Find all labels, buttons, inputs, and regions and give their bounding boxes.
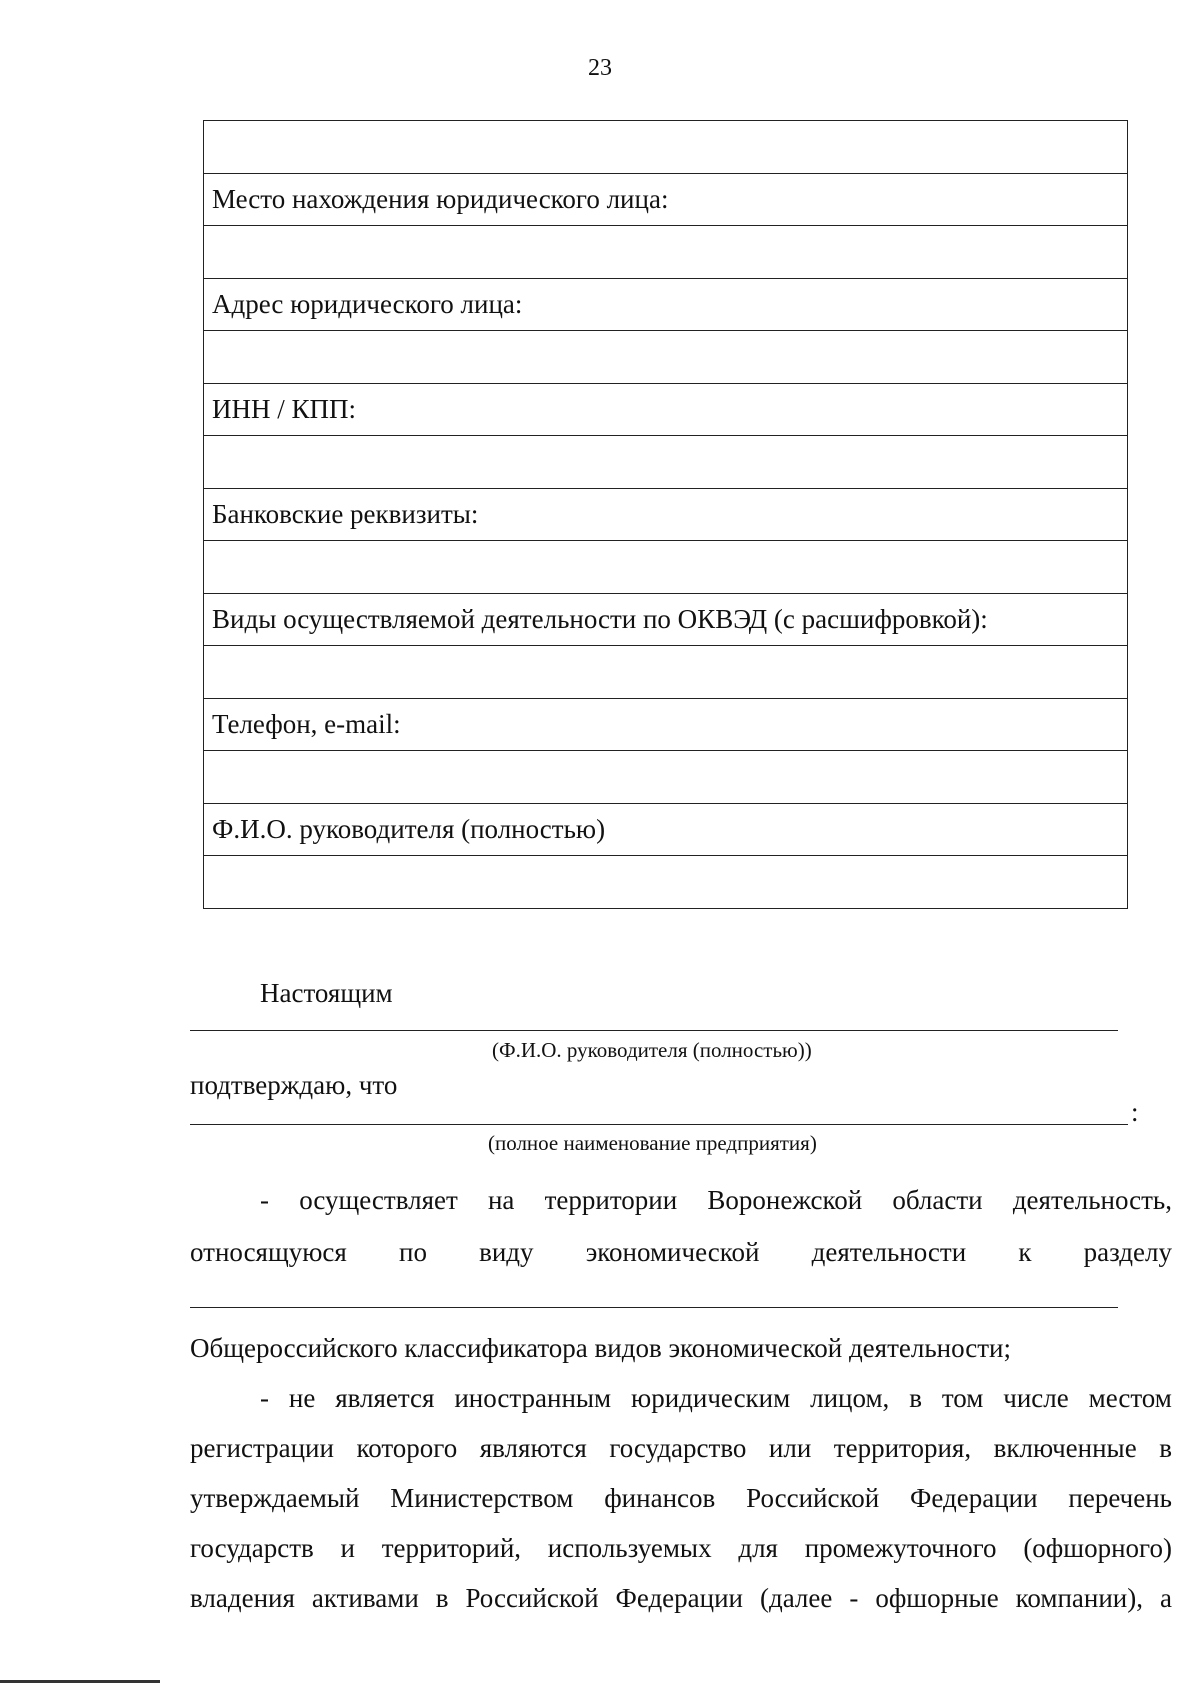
form-blank-row: [204, 856, 1128, 909]
form-label-row: [204, 489, 1128, 541]
word: являются: [479, 1433, 587, 1463]
paragraph-2-line-1: [260, 1383, 1172, 1414]
word: (далее: [759, 1583, 833, 1613]
word: числе: [1003, 1383, 1069, 1413]
form-blank-row: [204, 646, 1128, 699]
word: Воронежской: [707, 1185, 863, 1215]
company-caption: (полное наименование предприятия): [488, 1131, 817, 1155]
declaration-intro: Настоящим: [260, 978, 393, 1008]
form-blank-cell[interactable]: [204, 226, 1128, 279]
word: Федерации: [615, 1583, 743, 1613]
word: -: [260, 1185, 269, 1215]
word: компании),: [1015, 1583, 1143, 1613]
word: иностранным: [454, 1383, 612, 1413]
paragraph-2-line-5: [190, 1583, 1172, 1614]
word: финансов: [604, 1483, 716, 1513]
form-blank-row: [204, 541, 1128, 594]
word: государство: [609, 1433, 747, 1463]
word: в: [1159, 1433, 1172, 1463]
form-blank-cell[interactable]: [204, 331, 1128, 384]
form-blank-row: [204, 331, 1128, 384]
form-blank-row: [204, 436, 1128, 489]
word: включенные: [993, 1433, 1137, 1463]
word: активами: [311, 1583, 419, 1613]
word: перечень: [1068, 1483, 1172, 1513]
word: -: [260, 1383, 269, 1413]
form-label-row: [204, 279, 1128, 331]
footer-rule: [0, 1680, 160, 1683]
paragraph-1-line-3: Общероссийского классификатора видов экономической деятельности;: [190, 1333, 1012, 1363]
word: территории: [544, 1185, 678, 1215]
paragraph-2-line-2: [190, 1433, 1172, 1464]
form-label-cell: Место нахождения юридического лица:: [204, 174, 1128, 226]
form-label-row: [204, 174, 1128, 226]
word: по: [399, 1237, 427, 1267]
form-blank-cell[interactable]: [204, 121, 1128, 174]
word: экономической: [585, 1237, 760, 1267]
word: области: [892, 1185, 983, 1215]
company-fill-line: [190, 1124, 1128, 1125]
word: виду: [479, 1237, 534, 1267]
form-blank-row: [204, 121, 1128, 174]
form-blank-row: [204, 751, 1128, 804]
word: -: [849, 1583, 859, 1613]
word: в: [909, 1383, 922, 1413]
form-label-cell: Виды осуществляемой деятельности по ОКВЭД (с расшифровкой):: [204, 594, 1128, 646]
word: и: [340, 1533, 355, 1563]
word: владения: [190, 1583, 295, 1613]
word: (офшорного): [1023, 1533, 1172, 1563]
word: Российской: [465, 1583, 599, 1613]
word: Российской: [746, 1483, 880, 1513]
word: на: [487, 1185, 515, 1215]
form-blank-cell[interactable]: [204, 541, 1128, 594]
fio-fill-line: [190, 1030, 1118, 1031]
form-blank-row: [204, 226, 1128, 279]
form-label-row: [204, 699, 1128, 751]
form-label-row: [204, 804, 1128, 856]
word: юридическим: [631, 1383, 791, 1413]
word: территорий,: [381, 1533, 522, 1563]
colon-mark: :: [1131, 1097, 1139, 1127]
form-label-cell: Ф.И.О. руководителя (полностью): [204, 804, 1128, 856]
word: разделу: [1083, 1237, 1172, 1267]
word: утверждаемый: [190, 1483, 360, 1513]
word: которого: [356, 1433, 458, 1463]
form-label-cell: ИНН / КПП:: [204, 384, 1128, 436]
word: местом: [1088, 1383, 1172, 1413]
okved-section-fill-line: [190, 1307, 1118, 1308]
form-label-cell: Телефон, e-mail:: [204, 699, 1128, 751]
paragraph-2-line-3: [190, 1483, 1172, 1514]
form-label-row: [204, 384, 1128, 436]
word: офшорные: [875, 1583, 999, 1613]
word: Федерации: [910, 1483, 1038, 1513]
word: к: [1018, 1237, 1032, 1267]
fio-caption: (Ф.И.О. руководителя (полностью)): [492, 1038, 812, 1062]
word: промежуточного: [804, 1533, 997, 1563]
word: лицом,: [810, 1383, 890, 1413]
word: не: [288, 1383, 316, 1413]
word: относящуюся: [190, 1237, 347, 1267]
paragraph-2-line-4: [190, 1533, 1172, 1564]
word: государств: [190, 1533, 314, 1563]
word: является: [335, 1383, 435, 1413]
word: в: [435, 1583, 449, 1613]
form-blank-cell[interactable]: [204, 751, 1128, 804]
form-blank-cell[interactable]: [204, 646, 1128, 699]
form-label-cell: Адрес юридического лица:: [204, 279, 1128, 331]
word: регистрации: [190, 1433, 334, 1463]
word: Министерством: [390, 1483, 574, 1513]
word: или: [768, 1433, 812, 1463]
paragraph-1-line-1: [260, 1185, 1172, 1216]
company-details-table: [203, 120, 1128, 909]
word: а: [1159, 1583, 1172, 1613]
form-blank-cell[interactable]: [204, 856, 1128, 909]
word: деятельности: [811, 1237, 967, 1267]
form-label-row: [204, 594, 1128, 646]
paragraph-1-line-2: [190, 1237, 1172, 1268]
word: территория,: [833, 1433, 972, 1463]
word: используемых: [547, 1533, 712, 1563]
word: осуществляет: [299, 1185, 458, 1215]
form-blank-cell[interactable]: [204, 436, 1128, 489]
page-number: 23: [588, 55, 612, 81]
word: том: [941, 1383, 984, 1413]
confirm-text: подтверждаю, что: [190, 1070, 398, 1100]
word: для: [738, 1533, 778, 1563]
form-label-cell: Банковские реквизиты:: [204, 489, 1128, 541]
word: деятельность,: [1012, 1185, 1172, 1215]
